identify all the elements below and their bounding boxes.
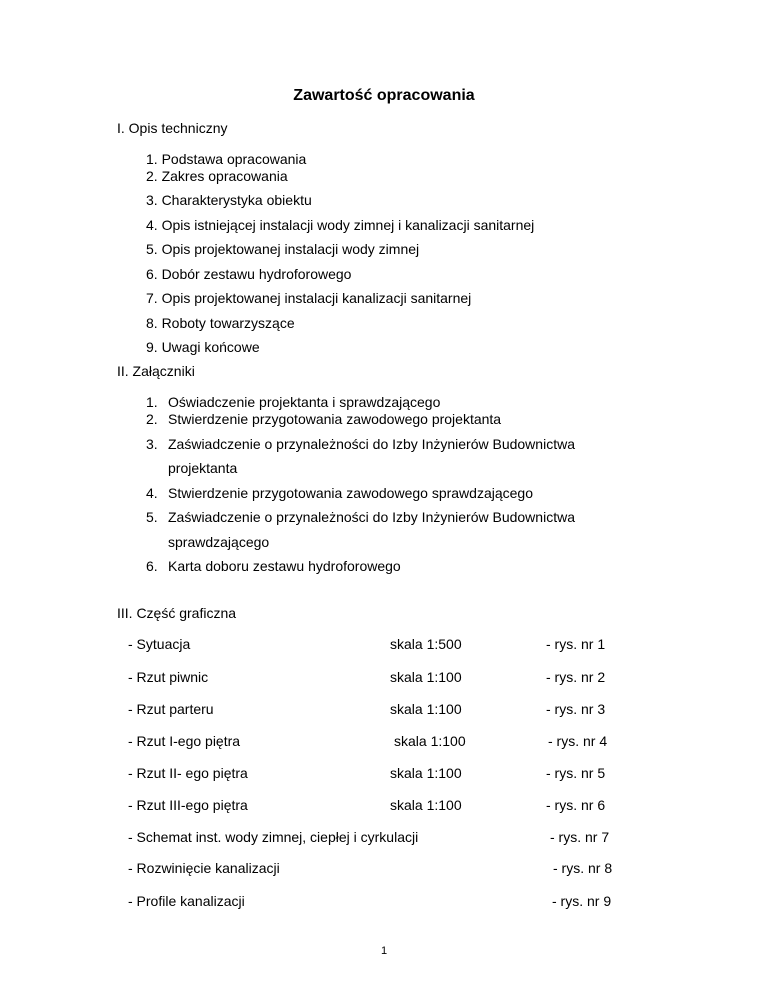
document-title: Zawartość opracowania — [293, 87, 475, 104]
drawing-name: - Rzut II- ego piętra — [128, 765, 248, 781]
list-item-text: Zaświadczenie o przynależności do Izby Inżynierów Budownictwa — [168, 436, 575, 452]
list-item: 4. Opis istniejącej instalacji wody zimnej i kanalizacji sanitarnej — [146, 217, 535, 233]
drawing-scale: skala 1:500 — [390, 636, 462, 652]
drawing-name: - Rozwinięcie kanalizacji — [128, 860, 280, 876]
section-heading-opis-techniczny: I. Opis techniczny — [117, 120, 228, 136]
list-item-text: Stwierdzenie przygotowania zawodowego sprawdzającego — [168, 485, 533, 501]
list-item-text: Oświadczenie projektanta i sprawdzającego — [168, 394, 441, 410]
list-item: 9. Uwagi końcowe — [146, 339, 260, 355]
list-item-number: 4. — [146, 485, 158, 501]
list-item-text: Zaświadczenie o przynależności do Izby Inżynierów Budownictwa — [168, 509, 575, 525]
drawing-scale: skala 1:100 — [390, 669, 462, 685]
drawing-ref: - rys. nr 2 — [546, 669, 606, 685]
list-item: 7. Opis projektowanej instalacji kanalizacji sanitarnej — [146, 290, 472, 306]
drawing-name: - Rzut III-ego piętra — [128, 797, 248, 813]
drawing-name: - Rzut parteru — [128, 701, 214, 717]
page-number: 1 — [380, 945, 388, 957]
drawing-name: - Sytuacja — [128, 636, 191, 652]
drawing-ref: - rys. nr 1 — [546, 636, 606, 652]
section-heading-zalaczniki: II. Załączniki — [117, 363, 195, 379]
drawing-scale: skala 1:100 — [390, 797, 462, 813]
list-item-number: 5. — [146, 509, 158, 525]
list-item: 1. Podstawa opracowania — [146, 151, 307, 167]
list-item-text: Stwierdzenie przygotowania zawodowego projektanta — [168, 411, 502, 427]
list-item: 6. Dobór zestawu hydroforowego — [146, 266, 352, 282]
list-item-number: 2. — [146, 411, 158, 427]
list-item-number: 1. — [146, 394, 158, 410]
list-item-number: 3. — [146, 436, 158, 452]
section-heading-czesc-graficzna: III. Część graficzna — [117, 605, 237, 621]
drawing-scale: skala 1:100 — [390, 701, 462, 717]
drawing-name: - Rzut I-ego piętra — [128, 733, 241, 749]
list-item: 5. Opis projektowanej instalacji wody zimnej — [146, 241, 420, 257]
drawing-ref: - rys. nr 6 — [546, 797, 606, 813]
drawing-ref: - rys. nr 4 — [548, 733, 608, 749]
drawing-name: - Schemat inst. wody zimnej, ciepłej i cyrkulacji — [128, 829, 419, 845]
list-item-text: Karta doboru zestawu hydroforowego — [168, 558, 401, 574]
drawing-scale: skala 1:100 — [394, 733, 466, 749]
drawing-ref: - rys. nr 5 — [546, 765, 606, 781]
drawing-ref: - rys. nr 8 — [553, 860, 613, 876]
drawing-ref: - rys. nr 9 — [552, 893, 612, 909]
drawing-ref: - rys. nr 7 — [550, 829, 610, 845]
drawing-name: - Profile kanalizacji — [128, 893, 245, 909]
drawing-name: - Rzut piwnic — [128, 669, 209, 685]
list-item: 2. Zakres opracowania — [146, 168, 288, 184]
list-item: 3. Charakterystyka obiektu — [146, 192, 312, 208]
list-item-number: 6. — [146, 558, 158, 574]
drawing-scale: skala 1:100 — [390, 765, 462, 781]
drawing-ref: - rys. nr 3 — [546, 701, 606, 717]
list-item-continuation: sprawdzającego — [168, 534, 270, 550]
list-item-continuation: projektanta — [168, 460, 238, 476]
list-item: 8. Roboty towarzyszące — [146, 315, 295, 331]
